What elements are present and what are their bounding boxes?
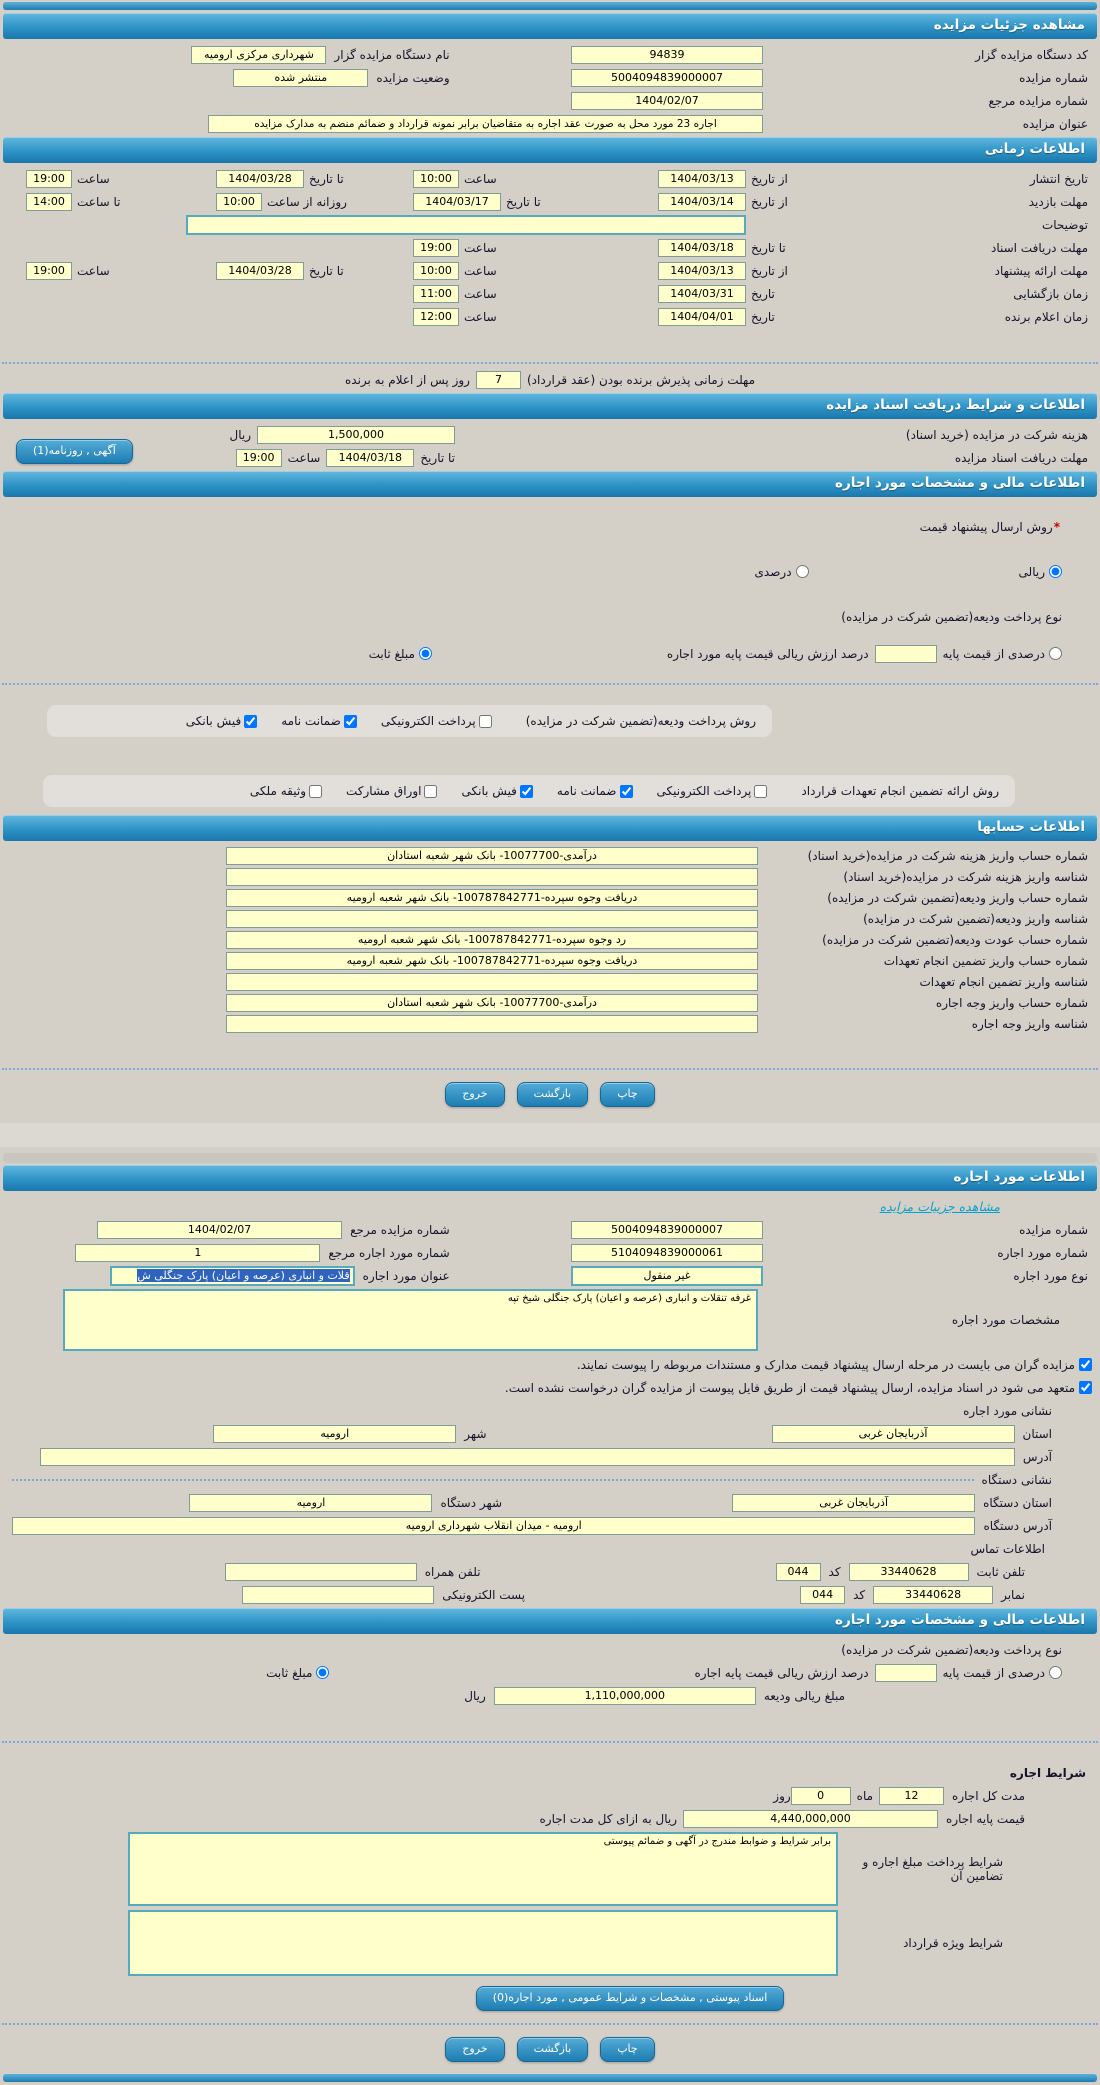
- item-specs-textarea[interactable]: [63, 1289, 758, 1351]
- device-province-input[interactable]: [732, 1494, 975, 1512]
- guarantee-methods-box: [43, 775, 1015, 807]
- back-button[interactable]: بازگشت: [517, 2037, 589, 2062]
- percent-radio-label: درصدی: [754, 564, 792, 579]
- hour-word: ساعت: [464, 309, 497, 324]
- auction-ref-input[interactable]: [97, 1221, 342, 1239]
- base-price-input[interactable]: [683, 1810, 938, 1828]
- account-input[interactable]: [226, 868, 758, 886]
- offer-to-date-input[interactable]: [216, 262, 304, 280]
- guarantee-methods-label: روش ارائه تضمین انجام تعهدات قرارداد: [801, 784, 999, 798]
- publish-label: تاریخ انتشار: [1029, 171, 1088, 186]
- checkbox-guar-bonds[interactable]: [346, 784, 437, 798]
- offer-from-time-input[interactable]: [413, 262, 459, 280]
- percent-of-base-input[interactable]: [875, 645, 937, 663]
- row-duration: [0, 1784, 1100, 1807]
- print-button[interactable]: چاپ: [600, 1082, 655, 1107]
- item-ref-label: شماره مورد اجاره مرجع: [328, 1245, 450, 1260]
- row-device-code-name: [0, 43, 1100, 66]
- account-input[interactable]: [226, 847, 758, 865]
- contact-heading: اطلاعات تماس: [970, 1541, 1045, 1556]
- row-visit-dates: [0, 190, 1100, 213]
- province-input[interactable]: [772, 1425, 1015, 1443]
- account-label: شناسه واریز وجه اجاره: [971, 1016, 1088, 1031]
- percent-of-base-radio-2[interactable]: [1049, 1666, 1062, 1679]
- row-deposit-type-options-2: [0, 1661, 1100, 1684]
- special-terms-textarea[interactable]: [128, 1910, 838, 1976]
- rental-address-heading: نشانی مورد اجاره: [963, 1403, 1052, 1418]
- checkbox-pay-electronic[interactable]: [381, 714, 492, 728]
- account-input[interactable]: [226, 931, 758, 949]
- section-header-doc-terms: اطلاعات و شرایط دریافت اسناد مزایده: [3, 393, 1097, 419]
- account-row: [0, 887, 1100, 908]
- publish-from-time-input[interactable]: [413, 170, 459, 188]
- base-price-label: قیمت پایه اجاره: [946, 1811, 1025, 1826]
- row-note-1: [0, 1353, 1100, 1376]
- dotted-separator: [2, 1741, 1098, 1743]
- offer-label: مهلت ارائه پیشنهاد: [994, 263, 1088, 278]
- day-word: روز: [773, 1788, 791, 1803]
- account-input[interactable]: [226, 889, 758, 907]
- account-input[interactable]: [226, 994, 758, 1012]
- visit-to-date-input[interactable]: [413, 193, 501, 211]
- auction-no-label: شماره مزایده: [1019, 1222, 1088, 1237]
- back-button[interactable]: بازگشت: [517, 1082, 589, 1107]
- pay-electronic-label: پرداخت الکترونیکی: [380, 714, 476, 728]
- row-item-specs: [0, 1287, 1100, 1353]
- checkbox-guar-bank-receipt[interactable]: [461, 784, 532, 798]
- row-deposit-type-options: [0, 642, 1100, 665]
- radio-percent-of-base[interactable]: [943, 647, 1062, 661]
- account-label: شناسه واریز تضمین انجام تعهدات: [919, 974, 1088, 989]
- device-name-input[interactable]: [191, 46, 326, 64]
- fee-input[interactable]: [257, 426, 455, 444]
- doc-deadline-time-input[interactable]: [236, 449, 282, 467]
- row-item-type-title: [0, 1264, 1100, 1287]
- status-input[interactable]: [233, 69, 368, 87]
- required-star: *: [1053, 519, 1060, 534]
- row-auction-no-status: [0, 66, 1100, 89]
- hour-word: ساعت: [464, 240, 497, 255]
- deposit-pay-methods-box: [47, 705, 772, 737]
- radio-fixed-amount[interactable]: [369, 647, 432, 661]
- opening-time-input[interactable]: [413, 285, 459, 303]
- auction-title-label: عنوان مزایده: [1022, 116, 1088, 131]
- row-province-city: [0, 1422, 1100, 1445]
- row-address: [0, 1445, 1100, 1468]
- percent-of-base-label-2: درصدی از قیمت پایه: [942, 1665, 1045, 1680]
- to-hour-word: تا ساعت: [77, 194, 121, 209]
- row-auction-title: [0, 112, 1100, 135]
- fax-code-input[interactable]: [800, 1586, 845, 1604]
- item-no-label: شماره مورد اجاره: [997, 1245, 1088, 1260]
- opening-date-input[interactable]: [658, 285, 746, 303]
- row-deposit-type-label-2: [0, 1638, 1100, 1661]
- row-phone-mobile: [0, 1560, 1100, 1583]
- device-address-label: آدرس دستگاه: [983, 1518, 1052, 1533]
- deposit-type-label: نوع پرداخت ودیعه(تضمین شرکت در مزایده): [841, 609, 1062, 624]
- duration-days-input[interactable]: [791, 1787, 851, 1805]
- row-base-price: [0, 1807, 1100, 1830]
- date-word: تاریخ: [751, 309, 775, 324]
- section-header-rental-info: اطلاعات مورد اجاره: [3, 1165, 1097, 1191]
- item-no-input[interactable]: [571, 1244, 763, 1262]
- row-doc-deadline: [0, 446, 1100, 469]
- account-label: شماره حساب واریز ودیعه(تضمین شرکت در مزایده): [827, 890, 1088, 905]
- hour-word: ساعت: [464, 286, 497, 301]
- device-province-label: استان دستگاه: [983, 1495, 1052, 1510]
- rial-radio-label: ریالی: [1018, 564, 1045, 579]
- to-date-word: تا تاریخ: [309, 263, 344, 278]
- attachments-button[interactable]: اسناد پیوستی , مشخصات و شرایط عمومی , مورد اجاره(0): [476, 1986, 785, 2011]
- to-date-word: تا تاریخ: [506, 194, 541, 209]
- doc-deadline-date-input[interactable]: [326, 449, 414, 467]
- fixed-amount-label-2: مبلغ ثابت: [266, 1665, 313, 1680]
- guar-guarantee-letter-checkbox[interactable]: [620, 785, 633, 798]
- pay-terms-label: شرایط پرداخت مبلغ اجاره و تضامین آن: [862, 1855, 1003, 1883]
- docs-time-input[interactable]: [413, 239, 459, 257]
- section-header-view-details: مشاهده جزئیات مزایده: [3, 13, 1097, 39]
- percent-of-base-radio[interactable]: [1049, 647, 1062, 660]
- row-note-2: [0, 1376, 1100, 1399]
- checkbox-pay-guarantee-letter[interactable]: [281, 714, 357, 728]
- row-offer-dates: [0, 259, 1100, 282]
- row-contact-heading: [0, 1537, 1100, 1560]
- hour-word: ساعت: [464, 171, 497, 186]
- notes-input[interactable]: [186, 215, 746, 235]
- panel-gap: [0, 1123, 1100, 1147]
- row-fax-email: [0, 1583, 1100, 1606]
- row-device-address: [0, 1514, 1100, 1537]
- note2-checkbox-label[interactable]: [505, 1381, 1092, 1395]
- from-date-word: از تاریخ: [751, 263, 788, 278]
- percent-of-base-label: درصدی از قیمت پایه: [942, 646, 1045, 661]
- row-deposit-amount: [0, 1684, 1100, 1707]
- item-title-value: قلات و انباری (عرصه و اعیان) پارک جنگلی ش: [137, 1269, 350, 1282]
- from-date-word: از تاریخ: [751, 171, 788, 186]
- note1-text: مزایده گران می بایست در مرحله ارسال پیشنهاد قیمت مدارک و مستندات مربوطه را پیوست نمایند.: [576, 1357, 1075, 1372]
- fixed-amount-radio-2[interactable]: [316, 1666, 329, 1679]
- pay-terms-textarea[interactable]: [128, 1832, 838, 1906]
- account-row: [0, 929, 1100, 950]
- to-date-word: تا تاریخ: [751, 240, 786, 255]
- notes-label: توضیحات: [1041, 217, 1088, 232]
- panel-top-tab: [3, 1153, 1097, 1163]
- row-auction-no-ref: [0, 1218, 1100, 1241]
- date-word: تاریخ: [751, 286, 775, 301]
- duration-label: مدت کل اجاره: [952, 1788, 1025, 1803]
- row-device-address-heading: [0, 1468, 1100, 1491]
- item-ref-input[interactable]: [75, 1244, 320, 1262]
- special-terms-label: شرایط ویژه قرارداد: [903, 1936, 1003, 1950]
- code-word: کد: [828, 1564, 841, 1579]
- month-word: ماه: [856, 1788, 874, 1803]
- device-city-input[interactable]: [189, 1494, 432, 1512]
- row-device-province-city: [0, 1491, 1100, 1514]
- device-code-input[interactable]: [571, 46, 763, 64]
- row-send-method-label: [0, 515, 1100, 538]
- email-input[interactable]: [242, 1586, 434, 1604]
- address-input[interactable]: [40, 1448, 1015, 1466]
- guar-guarantee-letter-label: ضمانت نامه: [556, 784, 617, 798]
- device-city-label: شهر دستگاه: [440, 1495, 503, 1510]
- visit-from-date-input[interactable]: [658, 193, 746, 211]
- account-label: شناسه واریز هزینه شرکت در مزایده(خرید اسناد): [843, 869, 1088, 884]
- note1-checkbox[interactable]: [1079, 1358, 1092, 1371]
- item-type-input[interactable]: [571, 1266, 763, 1286]
- percent-of-base-input-2[interactable]: [875, 1664, 937, 1682]
- deposit-type-label-2: نوع پرداخت ودیعه(تضمین شرکت در مزایده): [841, 1642, 1062, 1657]
- account-input[interactable]: [226, 973, 758, 991]
- base-price-suffix: ریال به ازای کل مدت اجاره: [539, 1811, 678, 1826]
- to-date-word: تا تاریخ: [420, 450, 455, 465]
- guar-bonds-checkbox[interactable]: [424, 785, 437, 798]
- pay-guarantee-letter-checkbox[interactable]: [344, 715, 357, 728]
- docs-to-date-input[interactable]: [658, 239, 746, 257]
- to-date-word: تا تاریخ: [309, 171, 344, 186]
- account-row: [0, 866, 1100, 887]
- hour-word: ساعت: [77, 171, 110, 186]
- guar-bank-receipt-checkbox[interactable]: [520, 785, 533, 798]
- checkbox-guar-guarantee-letter[interactable]: [557, 784, 633, 798]
- account-row: [0, 908, 1100, 929]
- row-send-method-radios: [0, 560, 1100, 583]
- guar-electronic-checkbox[interactable]: [754, 785, 767, 798]
- account-row: [0, 971, 1100, 992]
- pay-bank-receipt-checkbox[interactable]: [244, 715, 257, 728]
- view-auction-details-link[interactable]: مشاهده جزییات مزایده: [879, 1199, 1000, 1214]
- pay-electronic-checkbox[interactable]: [479, 715, 492, 728]
- checkbox-guar-electronic[interactable]: [657, 784, 768, 798]
- city-label: شهر: [464, 1426, 487, 1441]
- fax-label: نمابر: [1001, 1587, 1025, 1602]
- account-row: [0, 1013, 1100, 1034]
- section-header-financial-2: اطلاعات مالی و مشخصات مورد اجاره: [3, 1608, 1097, 1634]
- status-label: وضعیت مزایده: [376, 70, 450, 85]
- account-label: شماره حساب عودت ودیعه(تضمین شرکت در مزایده): [822, 932, 1088, 947]
- radio-fixed-amount-2[interactable]: [266, 1666, 329, 1680]
- device-address-input[interactable]: [12, 1517, 975, 1535]
- hour-word: ساعت: [287, 450, 321, 465]
- phone-label: تلفن ثابت: [976, 1564, 1025, 1579]
- fax-input[interactable]: [873, 1586, 993, 1604]
- account-input[interactable]: [226, 910, 758, 928]
- account-input[interactable]: [226, 952, 758, 970]
- opening-label: زمان بازگشایی: [1013, 286, 1088, 301]
- visit-daily-from-input[interactable]: [216, 193, 262, 211]
- row-participation-fee: [0, 423, 1100, 446]
- province-label: استان: [1022, 1426, 1052, 1441]
- auction-title-input[interactable]: [208, 115, 763, 133]
- note2-checkbox[interactable]: [1079, 1381, 1092, 1394]
- address-label: آدرس: [1022, 1449, 1052, 1464]
- exit-button[interactable]: خروج: [445, 2037, 504, 2062]
- row-deposit-type-label: [0, 605, 1100, 628]
- row-view-details-link: [0, 1195, 1100, 1218]
- item-title-label: عنوان مورد اجاره: [362, 1268, 450, 1283]
- deposit-amount-label: مبلغ ریالی ودیعه: [763, 1688, 845, 1703]
- duration-months-input[interactable]: [879, 1787, 944, 1805]
- dotted-separator: [2, 1068, 1098, 1070]
- auction-no-input[interactable]: [571, 1221, 763, 1239]
- phone-code-input[interactable]: [776, 1563, 821, 1581]
- device-name-label: نام دستگاه مزایده گزار: [334, 47, 450, 62]
- account-input[interactable]: [226, 1015, 758, 1033]
- publish-from-date-input[interactable]: [658, 170, 746, 188]
- radio-option-percent[interactable]: [755, 565, 809, 579]
- rial-radio[interactable]: [1049, 565, 1062, 578]
- pay-methods-label: روش پرداخت ودیعه(تضمین شرکت در مزایده): [525, 714, 756, 728]
- note1-checkbox-label[interactable]: [577, 1358, 1092, 1372]
- row-terms-heading: [0, 1761, 1100, 1784]
- radio-option-rial[interactable]: [1019, 565, 1062, 579]
- offer-from-date-input[interactable]: [658, 262, 746, 280]
- acceptance-label: مهلت زمانی پذیرش برنده بودن (عقد قرارداد): [526, 372, 756, 387]
- visit-label: مهلت بازدید: [1028, 194, 1088, 209]
- mid-button-row: [0, 1074, 1100, 1117]
- auction-no-input[interactable]: [571, 69, 763, 87]
- acceptance-days-input[interactable]: [476, 371, 521, 389]
- guar-property-checkbox[interactable]: [309, 785, 322, 798]
- rial-word: ریال: [464, 1688, 486, 1703]
- publish-to-date-input[interactable]: [216, 170, 304, 188]
- winner-time-input[interactable]: [413, 308, 459, 326]
- auction-no-label: شماره مزایده: [1019, 70, 1088, 85]
- row-winner-time: [0, 305, 1100, 328]
- auction-ref-label: شماره مزایده مرجع: [350, 1222, 450, 1237]
- section-header-financial-1: اطلاعات مالی و مشخصات مورد اجاره: [3, 471, 1097, 497]
- row-ref-no: [0, 89, 1100, 112]
- percent-of-base-suffix: درصد ارزش ریالی قیمت پایه مورد اجاره: [666, 646, 869, 661]
- hour-word: ساعت: [77, 263, 110, 278]
- city-input[interactable]: [213, 1425, 456, 1443]
- daily-from-word: روزانه از ساعت: [267, 194, 347, 209]
- row-acceptance-deadline: [0, 368, 1100, 391]
- winner-label: زمان اعلام برنده: [1004, 309, 1088, 324]
- device-address-heading: نشانی دستگاه: [981, 1472, 1052, 1487]
- account-row: [0, 992, 1100, 1013]
- acceptance-suffix: روز پس از اعلام به برنده: [344, 372, 470, 387]
- print-button[interactable]: چاپ: [600, 2037, 655, 2062]
- row-pay-terms: [0, 1830, 1100, 1908]
- ref-no-label: شماره مزایده مرجع: [988, 93, 1088, 108]
- item-specs-label: مشخصات مورد اجاره: [951, 1313, 1060, 1327]
- row-rental-address-heading: [0, 1399, 1100, 1422]
- row-notes: [0, 213, 1100, 236]
- radio-percent-of-base-2[interactable]: [943, 1666, 1062, 1680]
- dotted-separator: [2, 683, 1098, 685]
- doc-deadline-label: مهلت دریافت اسناد مزایده: [954, 450, 1088, 465]
- pay-guarantee-letter-label: ضمانت نامه: [281, 714, 341, 728]
- offer-to-time-input[interactable]: [26, 262, 72, 280]
- item-type-label: نوع مورد اجاره: [1013, 1268, 1088, 1283]
- bottom-accent-bar: [3, 2074, 1097, 2082]
- account-label: شماره حساب واریز هزینه شرکت در مزایده(خرید اسناد): [807, 848, 1088, 863]
- note2-text: متعهد می شود در اسناد مزایده، ارسال پیشنهاد قیمت از طریق فایل پیوست از مزایده گران درخواست نشده است.: [504, 1380, 1075, 1395]
- ad-newspaper-button[interactable]: آگهی , روزنامه(1): [16, 439, 133, 464]
- dotted-separator: [2, 362, 1098, 364]
- section-header-time-info: اطلاعات زمانی: [3, 137, 1097, 163]
- exit-button[interactable]: خروج: [445, 1082, 504, 1107]
- docs-deadline-label: مهلت دریافت اسناد: [990, 240, 1088, 255]
- percent-radio[interactable]: [796, 565, 809, 578]
- hour-word: ساعت: [464, 263, 497, 278]
- fixed-amount-label: مبلغ ثابت: [368, 646, 415, 661]
- mobile-input[interactable]: [225, 1563, 417, 1581]
- percent-of-base-suffix-2: درصد ارزش ریالی قیمت پایه اجاره: [694, 1665, 869, 1680]
- phone-input[interactable]: [849, 1563, 969, 1581]
- winner-date-input[interactable]: [658, 308, 746, 326]
- publish-to-time-input[interactable]: [26, 170, 72, 188]
- account-row: [0, 950, 1100, 971]
- guar-bonds-label: اوراق مشارکت: [346, 784, 422, 798]
- row-publish-dates: [0, 167, 1100, 190]
- account-row: [0, 845, 1100, 866]
- row-docs-deadline: [0, 236, 1100, 259]
- send-method-label: روش ارسال پیشنهاد قیمت: [919, 519, 1053, 534]
- row-item-no-ref: [0, 1241, 1100, 1264]
- row-attachments-button: [0, 1986, 1100, 2011]
- section-header-accounts: اطلاعات حسابها: [3, 815, 1097, 841]
- row-opening-time: [0, 282, 1100, 305]
- guar-electronic-label: پرداخت الکترونیکی: [656, 784, 752, 798]
- deposit-amount-input[interactable]: [494, 1687, 756, 1705]
- account-label: شماره حساب واریز تضمین انجام تعهدات: [883, 953, 1088, 968]
- from-date-word: از تاریخ: [751, 194, 788, 209]
- guar-bank-receipt-label: فیش بانکی: [461, 784, 517, 798]
- device-code-label: کد دستگاه مزایده گزار: [975, 47, 1088, 62]
- row-special-terms: [0, 1908, 1100, 1978]
- fixed-amount-radio[interactable]: [419, 647, 432, 660]
- mobile-label: تلفن همراه: [424, 1564, 481, 1579]
- bottom-button-row: [0, 2029, 1100, 2072]
- ref-no-input[interactable]: [571, 92, 763, 110]
- account-label: شماره حساب واریز وجه اجاره: [935, 995, 1088, 1010]
- code-word: کد: [853, 1587, 866, 1602]
- rental-terms-heading: شرایط اجاره: [1009, 1765, 1086, 1780]
- item-title-input[interactable]: [110, 1266, 355, 1286]
- dotted-separator: [2, 2023, 1098, 2025]
- email-label: پست الکترونیکی: [442, 1587, 526, 1602]
- checkbox-guar-property[interactable]: [250, 784, 322, 798]
- pay-bank-receipt-label: فیش بانکی: [185, 714, 242, 728]
- visit-daily-to-input[interactable]: [26, 193, 72, 211]
- dotted-line: [12, 1479, 974, 1481]
- account-label: شناسه واریز ودیعه(تضمین شرکت در مزایده): [863, 911, 1088, 926]
- checkbox-pay-bank-receipt[interactable]: [186, 714, 257, 728]
- fee-label: هزینه شرکت در مزایده (خرید اسناد): [905, 427, 1088, 442]
- guar-property-label: وثیقه ملکی: [249, 784, 307, 798]
- top-accent-bar: [3, 2, 1097, 10]
- rial-word: ریال: [229, 427, 251, 442]
